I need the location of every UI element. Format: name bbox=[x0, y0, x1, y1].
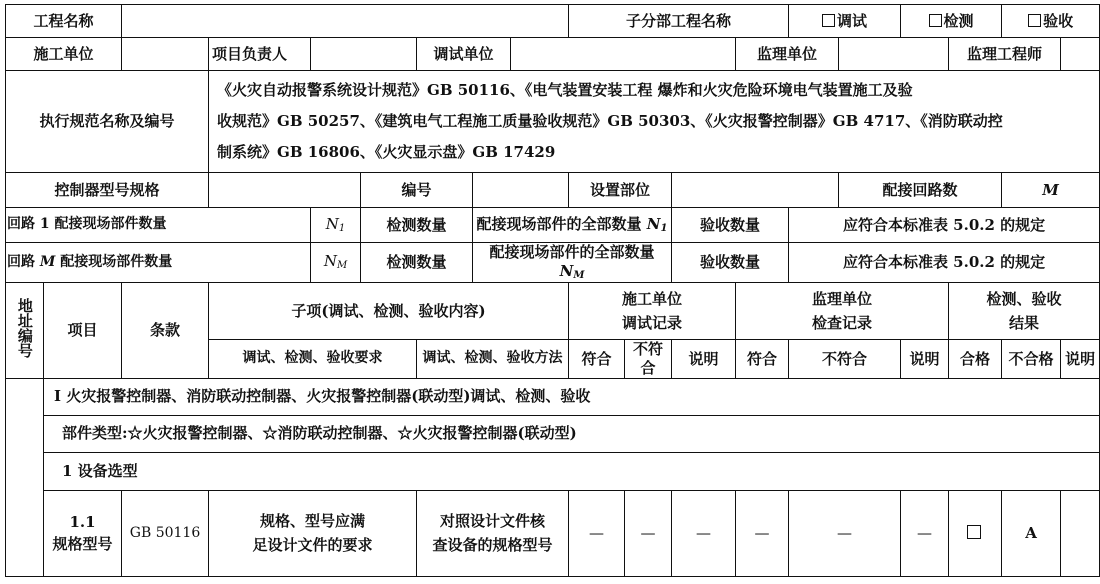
qualified-cell[interactable] bbox=[949, 490, 1002, 576]
construction-note-header: 说明 bbox=[672, 340, 736, 379]
spec-line: 收规范》GB 50257、《建筑电气工程施工质量验收规范》GB 50303、《火灾报警控制器》GB 4717、《消防联动控 bbox=[217, 112, 1003, 130]
supervisor-engineer-label: 监理工程师 bbox=[949, 38, 1061, 71]
controller-model-value[interactable] bbox=[209, 173, 361, 208]
supervisor-unit-value[interactable] bbox=[839, 38, 949, 71]
address-code-header: 地址编号 bbox=[6, 283, 44, 379]
construction-nonconform-cell[interactable]: — bbox=[625, 490, 672, 576]
table-row bbox=[6, 490, 1100, 576]
address-code-cell[interactable] bbox=[6, 378, 44, 576]
spec-line: 《火灾自动报警系统设计规范》GB 50116、《电气装置安装工程 爆炸和火灾危险环境电气装置施工及验 bbox=[217, 81, 913, 99]
check-option-debug[interactable]: 调试 bbox=[789, 5, 901, 38]
acceptance-record-table bbox=[5, 4, 1100, 577]
supervisor-unit-header: 监理单位 检查记录 bbox=[736, 283, 949, 340]
location-value[interactable] bbox=[672, 173, 839, 208]
construction-unit-header: 施工单位 调试记录 bbox=[569, 283, 736, 340]
project-manager-value[interactable] bbox=[311, 38, 417, 71]
accept-quantity-label: 验收数量 bbox=[672, 208, 789, 243]
supervisor-nonconform-header: 不符合 bbox=[789, 340, 901, 379]
section-title: Ⅰ 火灾报警控制器、消防联动控制器、火灾报警控制器(联动型)调试、检测、验收 bbox=[44, 378, 1100, 415]
item-header: 项目 bbox=[44, 283, 122, 379]
qualified-header: 合格 bbox=[949, 340, 1002, 379]
loop-parts-label: 回路 M 配接现场部件数量 bbox=[6, 243, 311, 283]
loop-row bbox=[6, 208, 1100, 243]
section-title-row bbox=[6, 378, 1100, 415]
controller-number-label: 编号 bbox=[361, 173, 473, 208]
loop-parts-count: $N_1$ bbox=[311, 208, 361, 243]
requirement-cell: 规格、型号应满 足设计文件的要求 bbox=[209, 490, 417, 576]
controller-row bbox=[6, 173, 1100, 208]
construction-note-cell[interactable]: — bbox=[672, 490, 736, 576]
unqualified-cell[interactable]: A bbox=[1002, 490, 1061, 576]
contractor-value[interactable] bbox=[122, 38, 209, 71]
item-name-cell: 1.1 规格型号 bbox=[44, 490, 122, 576]
sub-item-header: 子项(调试、检测、验收内容) bbox=[209, 283, 569, 340]
column-header-row bbox=[6, 283, 1100, 340]
method-cell: 对照设计文件核 查设备的规格型号 bbox=[417, 490, 569, 576]
construction-nonconform-header: 不符合 bbox=[625, 340, 672, 379]
checkbox-icon[interactable] bbox=[822, 14, 835, 27]
supervisor-engineer-value[interactable] bbox=[1061, 38, 1100, 71]
supervisor-conform-cell[interactable]: — bbox=[736, 490, 789, 576]
checkbox-icon[interactable] bbox=[1028, 14, 1041, 27]
check-option-accept[interactable]: 验收 bbox=[1002, 5, 1100, 38]
debug-unit-value[interactable] bbox=[511, 38, 736, 71]
checkbox-icon[interactable] bbox=[929, 14, 942, 27]
units-row bbox=[6, 38, 1100, 71]
accept-quantity-rule: 应符合本标准表 5.0.2 的规定 bbox=[789, 243, 1100, 283]
all-parts-quantity: 配接现场部件的全部数量 $N_1$ bbox=[473, 208, 672, 243]
subsection-row bbox=[6, 452, 1100, 490]
project-name-value[interactable] bbox=[122, 5, 569, 38]
inspection-header: 检测、验收 结果 bbox=[949, 283, 1100, 340]
all-parts-quantity: 配接现场部件的全部数量 $N_M$ bbox=[473, 243, 672, 283]
detect-quantity-label: 检测数量 bbox=[361, 208, 473, 243]
construction-conform-header: 符合 bbox=[569, 340, 625, 379]
construction-conform-cell[interactable]: — bbox=[569, 490, 625, 576]
subsection-title: 1 设备选型 bbox=[44, 452, 1100, 490]
controller-number-value[interactable] bbox=[473, 173, 569, 208]
spec-value bbox=[209, 71, 1100, 173]
debug-unit-label: 调试单位 bbox=[417, 38, 511, 71]
loops-label: 配接回路数 bbox=[839, 173, 1002, 208]
contractor-label: 施工单位 bbox=[6, 38, 122, 71]
supervisor-note-cell[interactable]: — bbox=[901, 490, 949, 576]
sub-project-label: 子分部工程名称 bbox=[569, 5, 789, 38]
spec-line: 制系统》GB 16806、《火灾显示盘》GB 17429 bbox=[217, 143, 556, 161]
loop-parts-count: $N_M$ bbox=[311, 243, 361, 283]
project-name-label: 工程名称 bbox=[6, 5, 122, 38]
controller-model-label: 控制器型号规格 bbox=[6, 173, 209, 208]
supervisor-nonconform-cell[interactable]: — bbox=[789, 490, 901, 576]
loop-parts-label: 回路 1 配接现场部件数量 bbox=[6, 208, 311, 243]
method-header: 调试、检测、验收方法 bbox=[417, 340, 569, 379]
detect-quantity-label: 检测数量 bbox=[361, 243, 473, 283]
accept-quantity-label: 验收数量 bbox=[672, 243, 789, 283]
inspection-note-header: 说明 bbox=[1061, 340, 1100, 379]
supervisor-conform-header: 符合 bbox=[736, 340, 789, 379]
loops-value: M bbox=[1002, 173, 1100, 208]
spec-row bbox=[6, 71, 1100, 173]
location-label: 设置部位 bbox=[569, 173, 672, 208]
clause-header: 条款 bbox=[122, 283, 209, 379]
accept-quantity-rule: 应符合本标准表 5.0.2 的规定 bbox=[789, 208, 1100, 243]
part-types-row bbox=[6, 415, 1100, 452]
supervisor-unit-label: 监理单位 bbox=[736, 38, 839, 71]
inspection-note-cell[interactable] bbox=[1061, 490, 1100, 576]
part-types: 部件类型:☆火灾报警控制器、☆消防联动控制器、☆火灾报警控制器(联动型) bbox=[44, 415, 1100, 452]
unqualified-header: 不合格 bbox=[1002, 340, 1061, 379]
requirement-header: 调试、检测、验收要求 bbox=[209, 340, 417, 379]
clause-cell: GB 50116 bbox=[122, 490, 209, 576]
spec-label: 执行规范名称及编号 bbox=[6, 71, 209, 173]
project-name-row bbox=[6, 5, 1100, 38]
loop-row bbox=[6, 243, 1100, 283]
checkbox-icon[interactable] bbox=[967, 525, 981, 539]
project-manager-label: 项目负责人 bbox=[209, 38, 311, 71]
check-option-detect[interactable]: 检测 bbox=[901, 5, 1002, 38]
supervisor-note-header: 说明 bbox=[901, 340, 949, 379]
